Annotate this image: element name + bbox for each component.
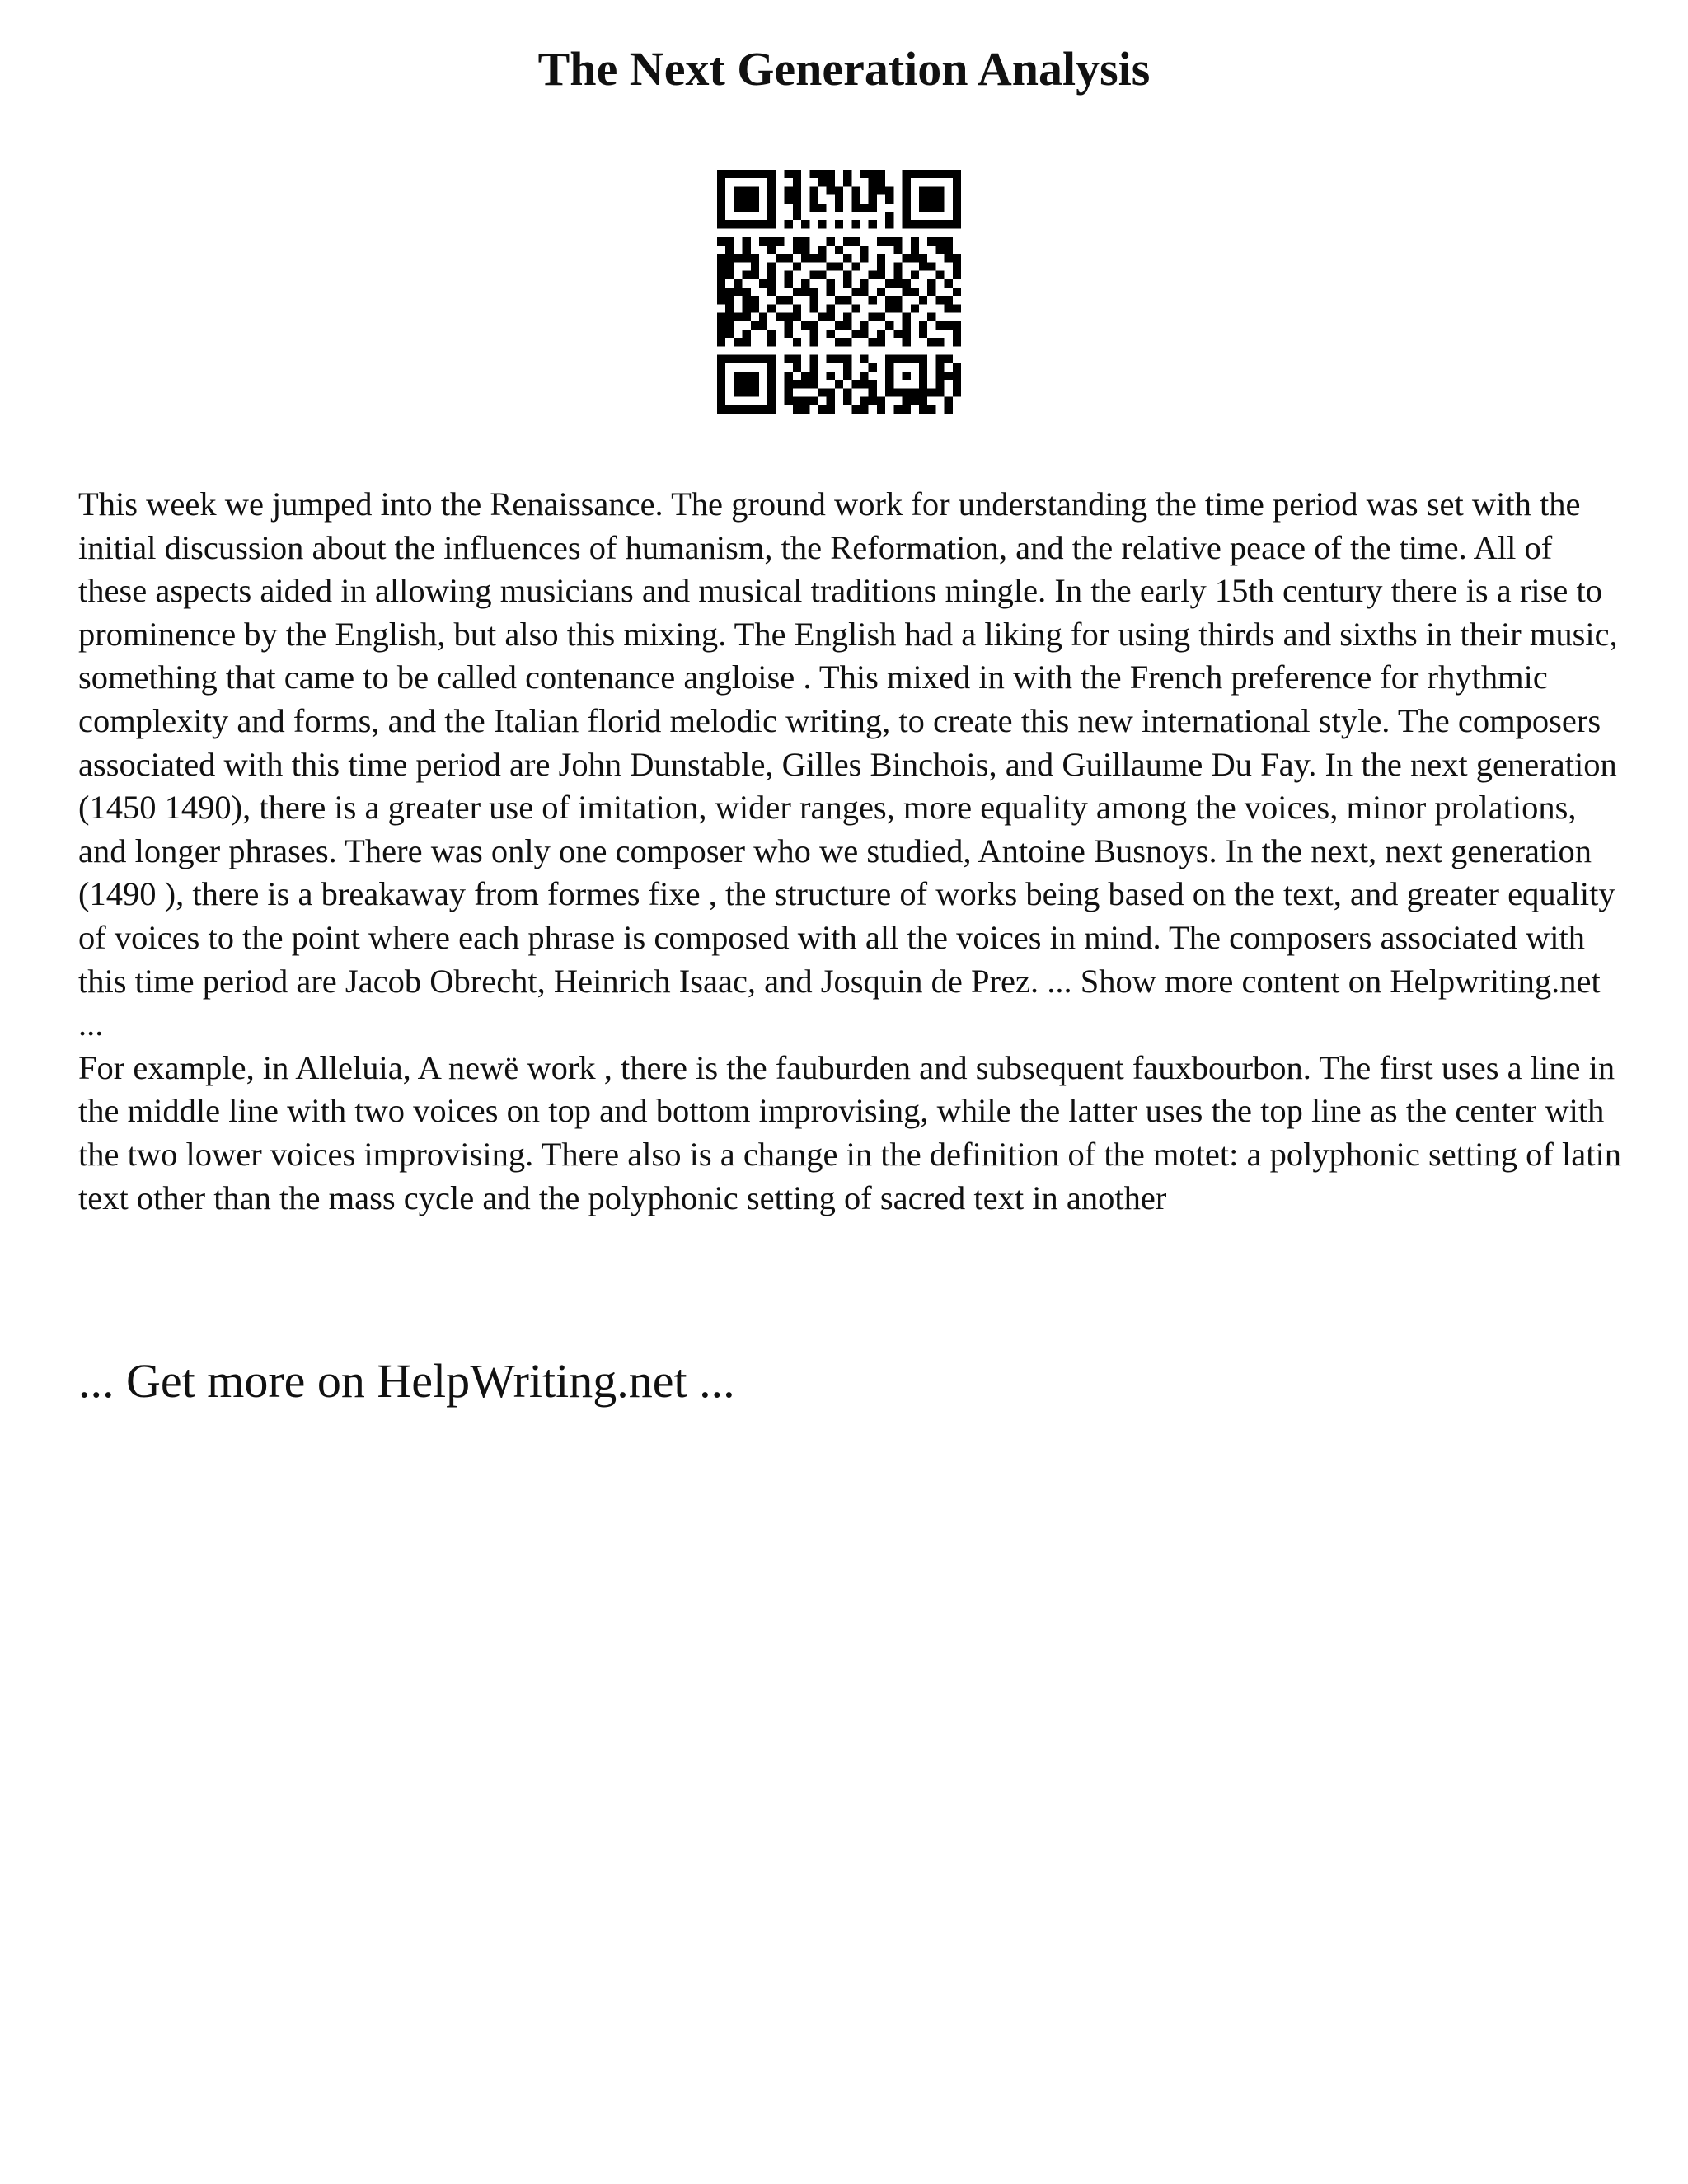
article-paragraph: This week we jumped into the Renaissance. The ground work for understanding the time period was set with the initial discussion about the influences of humanism, the Reformation, and the relative peace of the time. All of these aspects aided in allowing musicians and musical traditions mingle. In the early 15th century there is a rise to prominence by the English, but also this mixing. The English had a liking for using thirds and sixths in their music, something that came to be called contenance angloise . This mixed in with the French preference for rhythmic complexity and forms, and the Italian florid melodic writing, to create this new international style. The composers associated with this time period are John Dunstable, Gilles Binchois, and Guillaume Du Fay. In the next generation (1450 1490), there is a greater use of imitation, wider ranges, more equality among the voices, minor prolations, and longer phrases. There was only one composer who we studied, Antoine Busnoys. In the next, next generation (1490 ), there is a breakaway from formes fixe , the structure of works being based on the text, and greater equality of voices to the point where each phrase is composed with all the voices in mind. The composers associated with this time period are Jacob Obrecht, Heinrich Isaac, and Josquin de Prez. ... Show more content on Helpwriting.net ... bbox=[78, 485, 1618, 1043]
document-title: The Next Generation Analysis bbox=[537, 42, 1151, 96]
article-paragraph: For example, in Alleluia, A newë work , there is the fauburden and subsequent fauxbourbon. The first uses a line in the middle line with two voices on top and bottom improvising, while the latter uses the top line as the center with the two lower voices improvising. There also is a change in the definition of the motet: a polyphonic setting of latin text other than the mass cycle and the polyphonic setting of sacred text in another bbox=[78, 1048, 1621, 1216]
get-more-link[interactable]: ... Get more on HelpWriting.net ... bbox=[78, 1354, 735, 1408]
article-body bbox=[78, 483, 1628, 1220]
qr-code-icon bbox=[717, 170, 961, 414]
